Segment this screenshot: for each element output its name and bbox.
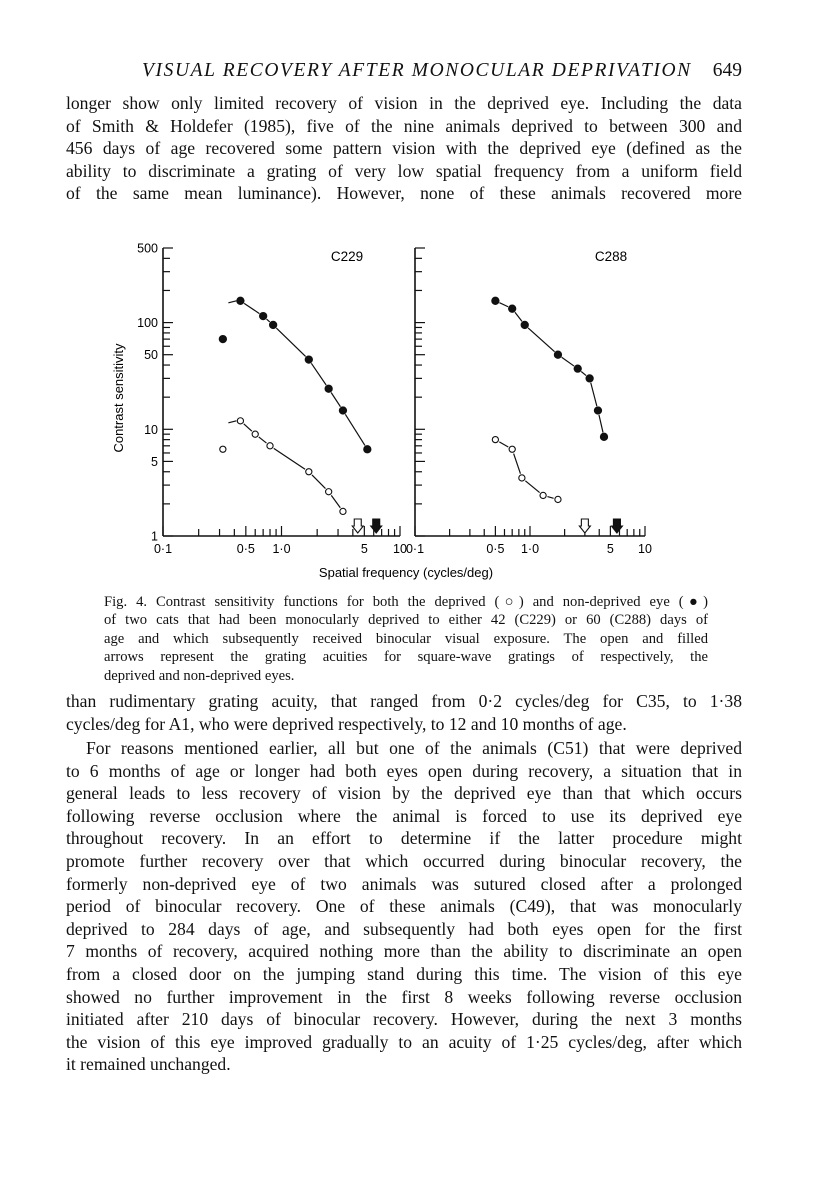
panel-c229 — [137, 242, 407, 557]
text-line: cycles/deg for A1, who were deprived respectively, to 12 and 10 months of age. — [66, 713, 627, 734]
x-axis-label: Spatial frequency (cycles/deg) — [318, 565, 494, 580]
non-deprived-point — [364, 446, 371, 453]
non-deprived-point — [339, 407, 346, 414]
deprived-lead-dash — [228, 421, 236, 423]
text-line: of the same mean luminance). However, none of these animals recovered more — [66, 183, 742, 204]
text-line: For reasons mentioned earlier, all but one of the animals (C51) that were deprived — [86, 738, 742, 758]
figure-plot — [100, 228, 700, 588]
deprived-point — [555, 496, 561, 502]
non-deprived-point — [586, 375, 593, 382]
text-line: formerly non-deprived eye of two animals was sutured closed after a prolonged — [66, 873, 742, 894]
deprived-point — [492, 437, 498, 443]
text-line: than rudimentary grating acuity, that ranged from 0·2 cycles/deg for C35, to 1·38 — [66, 691, 742, 711]
text-line: longer show only limited recovery of vision in the deprived eye. Including the data — [66, 93, 742, 113]
non-deprived-segment — [581, 372, 586, 376]
deprived-point — [237, 418, 243, 424]
caption-line: deprived and non-deprived eyes. — [104, 667, 295, 684]
deprived-point — [340, 508, 346, 514]
text-line: the vision of this eye improved gradually to an acuity of 1·25 cycles/deg, after which — [66, 1031, 742, 1052]
text-line: it remained unchanged. — [66, 1054, 231, 1075]
deprived-segment — [274, 448, 305, 469]
non-deprived-point — [237, 297, 244, 304]
deprived-acuity-arrow — [579, 519, 590, 533]
non-deprived-point — [492, 297, 499, 304]
text-line: 7 months of recovery, acquired nothing more than the ability to discriminate an open — [66, 941, 742, 962]
deprived-segment — [244, 424, 252, 431]
non-deprived-segment — [599, 415, 603, 433]
non-deprived-point — [594, 407, 601, 414]
x-tick-label: 0·5 — [486, 542, 505, 556]
panel-c288 — [406, 248, 652, 556]
non-deprived-acuity-arrow — [611, 519, 622, 533]
text-line: ability to discriminate a grating of very low spatial frequency from a uniform field — [66, 160, 742, 181]
x-tick-label: 10 — [638, 542, 652, 556]
non-deprived-isolated-point — [219, 336, 226, 343]
deprived-acuity-arrow — [352, 519, 363, 533]
deprived-segment — [259, 437, 267, 443]
x-tick-label: 0·1 — [405, 542, 425, 556]
caption-line: arrows represent the grating acuities for square-wave gratings of respectively, the — [104, 649, 708, 666]
deprived-segment — [547, 497, 553, 499]
y-tick-label: 100 — [137, 316, 158, 331]
x-tick-label: 5 — [606, 542, 614, 556]
y-tick-label: 500 — [137, 241, 158, 256]
non-deprived-segment — [311, 363, 326, 385]
y-tick-label: 10 — [144, 422, 158, 437]
deprived-segment — [514, 454, 521, 474]
x-tick-label: 0·5 — [236, 542, 255, 556]
deprived-segment — [525, 481, 539, 493]
non-deprived-segment — [276, 328, 305, 356]
running-title: VISUAL RECOVERY AFTER MONOCULAR DEPRIVATION — [142, 60, 692, 81]
y-tick-label: 1 — [151, 529, 158, 544]
deprived-point — [509, 446, 515, 452]
non-deprived-segment — [499, 303, 508, 307]
non-deprived-point — [574, 365, 581, 372]
x-tick-label: 0·1 — [153, 542, 173, 556]
paragraph-2 — [66, 690, 742, 735]
deprived-point — [267, 443, 273, 449]
deprived-segment — [499, 442, 508, 447]
panel-title-c288: C288 — [594, 249, 628, 264]
x-tick-label: 1·0 — [272, 542, 291, 556]
deprived-point — [306, 469, 312, 475]
non-deprived-point — [554, 351, 561, 358]
non-deprived-point — [600, 433, 607, 440]
text-line: deprived to 284 days of age, and subsequently had both eyes open for the first — [66, 918, 742, 939]
text-line: initiated after 210 days of binocular recovery. However, during the next 3 months — [66, 1009, 742, 1030]
y-tick-label: 50 — [144, 348, 158, 363]
figure-4 — [100, 228, 700, 588]
text-line: throughout recovery. In an effort to determine if the latter procedure might — [66, 828, 742, 849]
text-line: following reverse occlusion where the animal is forced to use its deprived eye — [66, 805, 742, 826]
non-deprived-segment — [267, 319, 270, 322]
page-number: 649 — [712, 60, 742, 81]
x-tick-label: 5 — [360, 542, 368, 556]
non-deprived-segment — [528, 328, 555, 352]
x-tick-label: 10 — [393, 542, 407, 556]
non-deprived-segment — [345, 414, 365, 445]
non-deprived-segment — [562, 357, 574, 366]
deprived-isolated-point — [220, 446, 226, 452]
text-line: 456 days of age recovered some pattern vision with the deprived eye (defined as the — [66, 138, 742, 159]
non-deprived-point — [521, 321, 528, 328]
deprived-segment — [312, 475, 326, 489]
non-deprived-point — [509, 305, 516, 312]
non-deprived-segment — [591, 383, 597, 406]
y-axis-label: Contrast sensitivity — [111, 343, 126, 453]
running-head — [66, 60, 742, 86]
text-line: general leads to less recovery of vision by the deprived eye than that which occurs — [66, 783, 742, 804]
non-deprived-segment — [331, 392, 340, 406]
text-line: showed no further improvement in the first 8 weeks following reverse occlusion — [66, 986, 742, 1007]
caption-line: age and which subsequently received binocular visual exposure. The open and filled — [104, 630, 708, 647]
paragraph-1 — [66, 92, 742, 205]
text-line: period of binocular recovery. One of these animals (C49), that was monocularly — [66, 896, 742, 917]
non-deprived-segment — [244, 303, 259, 313]
deprived-point — [540, 492, 546, 498]
non-deprived-segment — [515, 312, 522, 321]
y-tick-label: 5 — [151, 454, 158, 469]
non-deprived-point — [260, 313, 267, 320]
caption-line: of two cats that had been monocularly deprived to either 42 (C229) or 60 (C288) days of — [104, 612, 708, 629]
non-deprived-lead-dash — [228, 301, 236, 303]
text-line: promote further recovery over that which occurred during binocular recovery, the — [66, 850, 742, 871]
text-line: from a closed door on the jumping stand during this time. The vision of this eye — [66, 963, 742, 984]
deprived-point — [252, 431, 258, 437]
deprived-segment — [331, 495, 340, 507]
deprived-point — [519, 475, 525, 481]
deprived-point — [326, 489, 332, 495]
non-deprived-acuity-arrow — [371, 519, 382, 533]
text-line: of Smith & Holdefer (1985), five of the nine animals deprived to between 300 and — [66, 115, 742, 136]
non-deprived-point — [270, 321, 277, 328]
paragraph-3 — [66, 737, 742, 1076]
non-deprived-point — [305, 356, 312, 363]
x-tick-label: 1·0 — [520, 542, 540, 556]
figure-caption — [104, 593, 708, 685]
caption-line: Fig. 4. Contrast sensitivity functions for both the deprived (○) and non-deprived eye (●) — [104, 594, 708, 610]
panel-title-c229: C229 — [330, 249, 364, 264]
non-deprived-point — [325, 385, 332, 392]
text-line: to 6 months of age or longer had both eyes open during recovery, a situation that in — [66, 760, 742, 781]
